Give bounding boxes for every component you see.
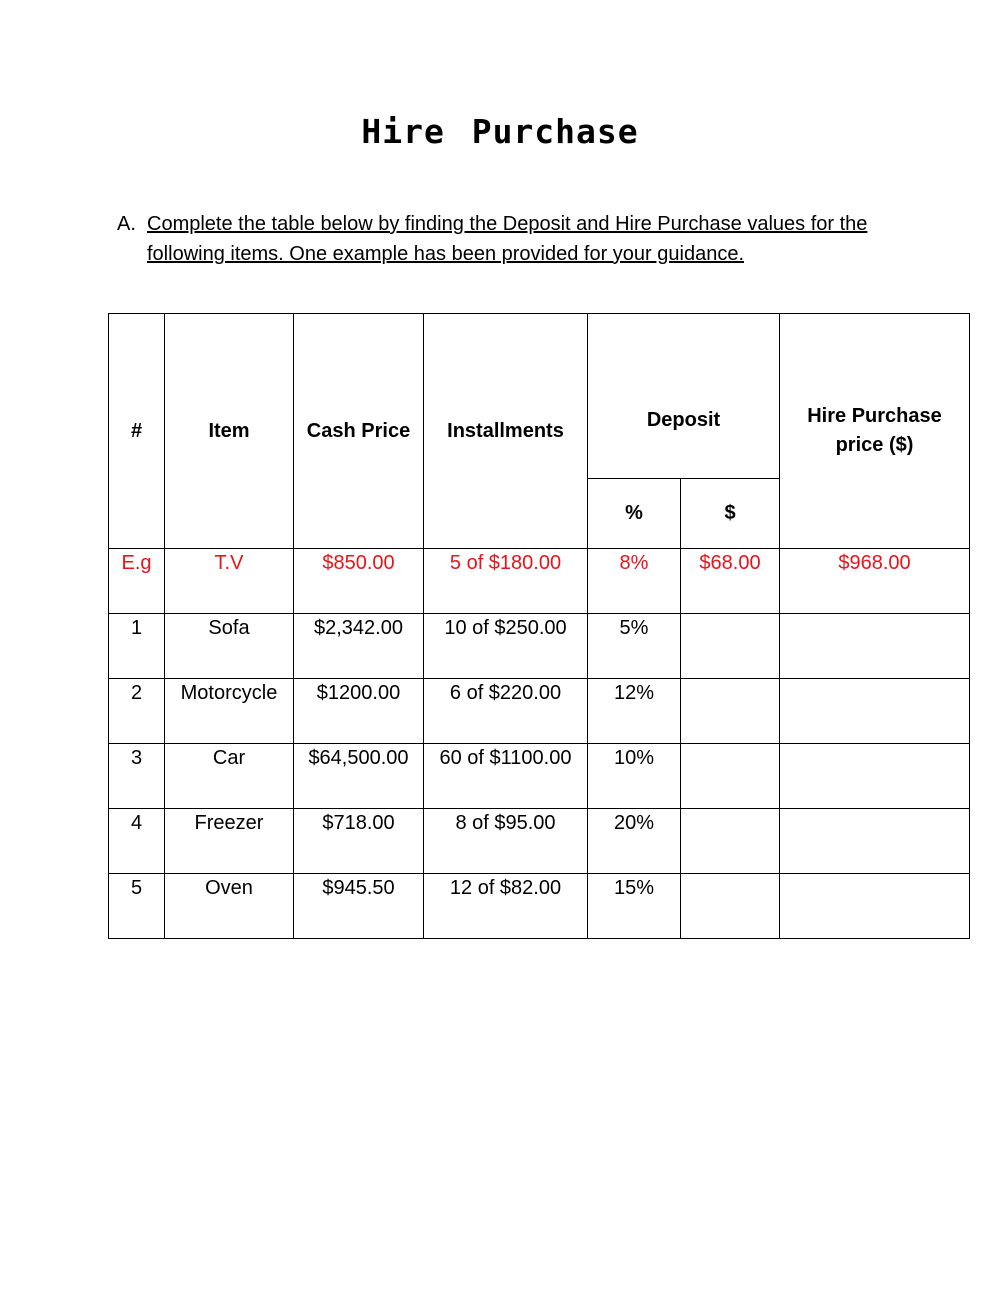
cell-installments: 6 of $220.00 <box>424 679 588 744</box>
header-hire-purchase-price <box>780 314 970 549</box>
cell-deposit-amount-answer[interactable] <box>681 614 780 679</box>
page-title: Hire Purchase <box>361 112 639 151</box>
cell-deposit-amount-answer[interactable] <box>681 679 780 744</box>
cell-deposit-percent: 20% <box>588 809 681 874</box>
cell-num: 5 <box>109 874 165 939</box>
cell-cash-price: $718.00 <box>294 809 424 874</box>
header-cash-price: Cash Price <box>294 314 424 549</box>
cell-cash-price: $850.00 <box>294 549 424 614</box>
cell-num: 4 <box>109 809 165 874</box>
cell-cash-price: $945.50 <box>294 874 424 939</box>
cell-deposit-percent: 5% <box>588 614 681 679</box>
header-deposit-amount: $ <box>681 479 780 549</box>
instruction-marker: A. <box>117 213 136 235</box>
cell-deposit-percent: 10% <box>588 744 681 809</box>
header-deposit-percent: % <box>588 479 681 549</box>
header-hire-purchase-price-label: Hire Purchase price ($) <box>807 405 942 456</box>
cell-item: Motorcycle <box>165 679 294 744</box>
header-installments: Installments <box>424 314 588 549</box>
cell-cash-price: $2,342.00 <box>294 614 424 679</box>
cell-deposit-amount-answer[interactable] <box>681 809 780 874</box>
cell-deposit-percent: 12% <box>588 679 681 744</box>
cell-hire-purchase-price-answer[interactable] <box>780 809 970 874</box>
cell-hire-purchase-price-answer[interactable] <box>780 679 970 744</box>
cell-hire-purchase-price-answer[interactable] <box>780 874 970 939</box>
cell-installments: 8 of $95.00 <box>424 809 588 874</box>
cell-item: T.V <box>165 549 294 614</box>
cell-num: 2 <box>109 679 165 744</box>
cell-item: Oven <box>165 874 294 939</box>
cell-item: Sofa <box>165 614 294 679</box>
cell-deposit-amount: $68.00 <box>681 549 780 614</box>
table-row <box>109 874 970 939</box>
table-row <box>109 614 970 679</box>
cell-installments: 60 of $1100.00 <box>424 744 588 809</box>
header-deposit: Deposit <box>588 314 780 479</box>
cell-num: 3 <box>109 744 165 809</box>
cell-item: Car <box>165 744 294 809</box>
hire-purchase-table <box>108 313 970 939</box>
cell-cash-price: $1200.00 <box>294 679 424 744</box>
cell-deposit-amount-answer[interactable] <box>681 874 780 939</box>
cell-installments: 10 of $250.00 <box>424 614 588 679</box>
cell-num: E.g <box>109 549 165 614</box>
table-row <box>109 744 970 809</box>
header-num: # <box>109 314 165 549</box>
cell-hire-purchase-price-answer[interactable] <box>780 614 970 679</box>
cell-installments: 12 of $82.00 <box>424 874 588 939</box>
cell-item: Freezer <box>165 809 294 874</box>
cell-cash-price: $64,500.00 <box>294 744 424 809</box>
cell-hire-purchase-price-answer[interactable] <box>780 744 970 809</box>
cell-deposit-percent: 8% <box>588 549 681 614</box>
table-row <box>109 679 970 744</box>
instruction-text: Complete the table below by finding the Deposit and Hire Purchase values for the following items. One example has been provided for your guidance. <box>147 213 868 265</box>
cell-deposit-percent: 15% <box>588 874 681 939</box>
table-row <box>109 809 970 874</box>
instruction <box>117 209 897 269</box>
cell-hire-purchase-price: $968.00 <box>780 549 970 614</box>
cell-num: 1 <box>109 614 165 679</box>
header-item: Item <box>165 314 294 549</box>
cell-deposit-amount-answer[interactable] <box>681 744 780 809</box>
cell-installments: 5 of $180.00 <box>424 549 588 614</box>
table-row-example <box>109 549 970 614</box>
